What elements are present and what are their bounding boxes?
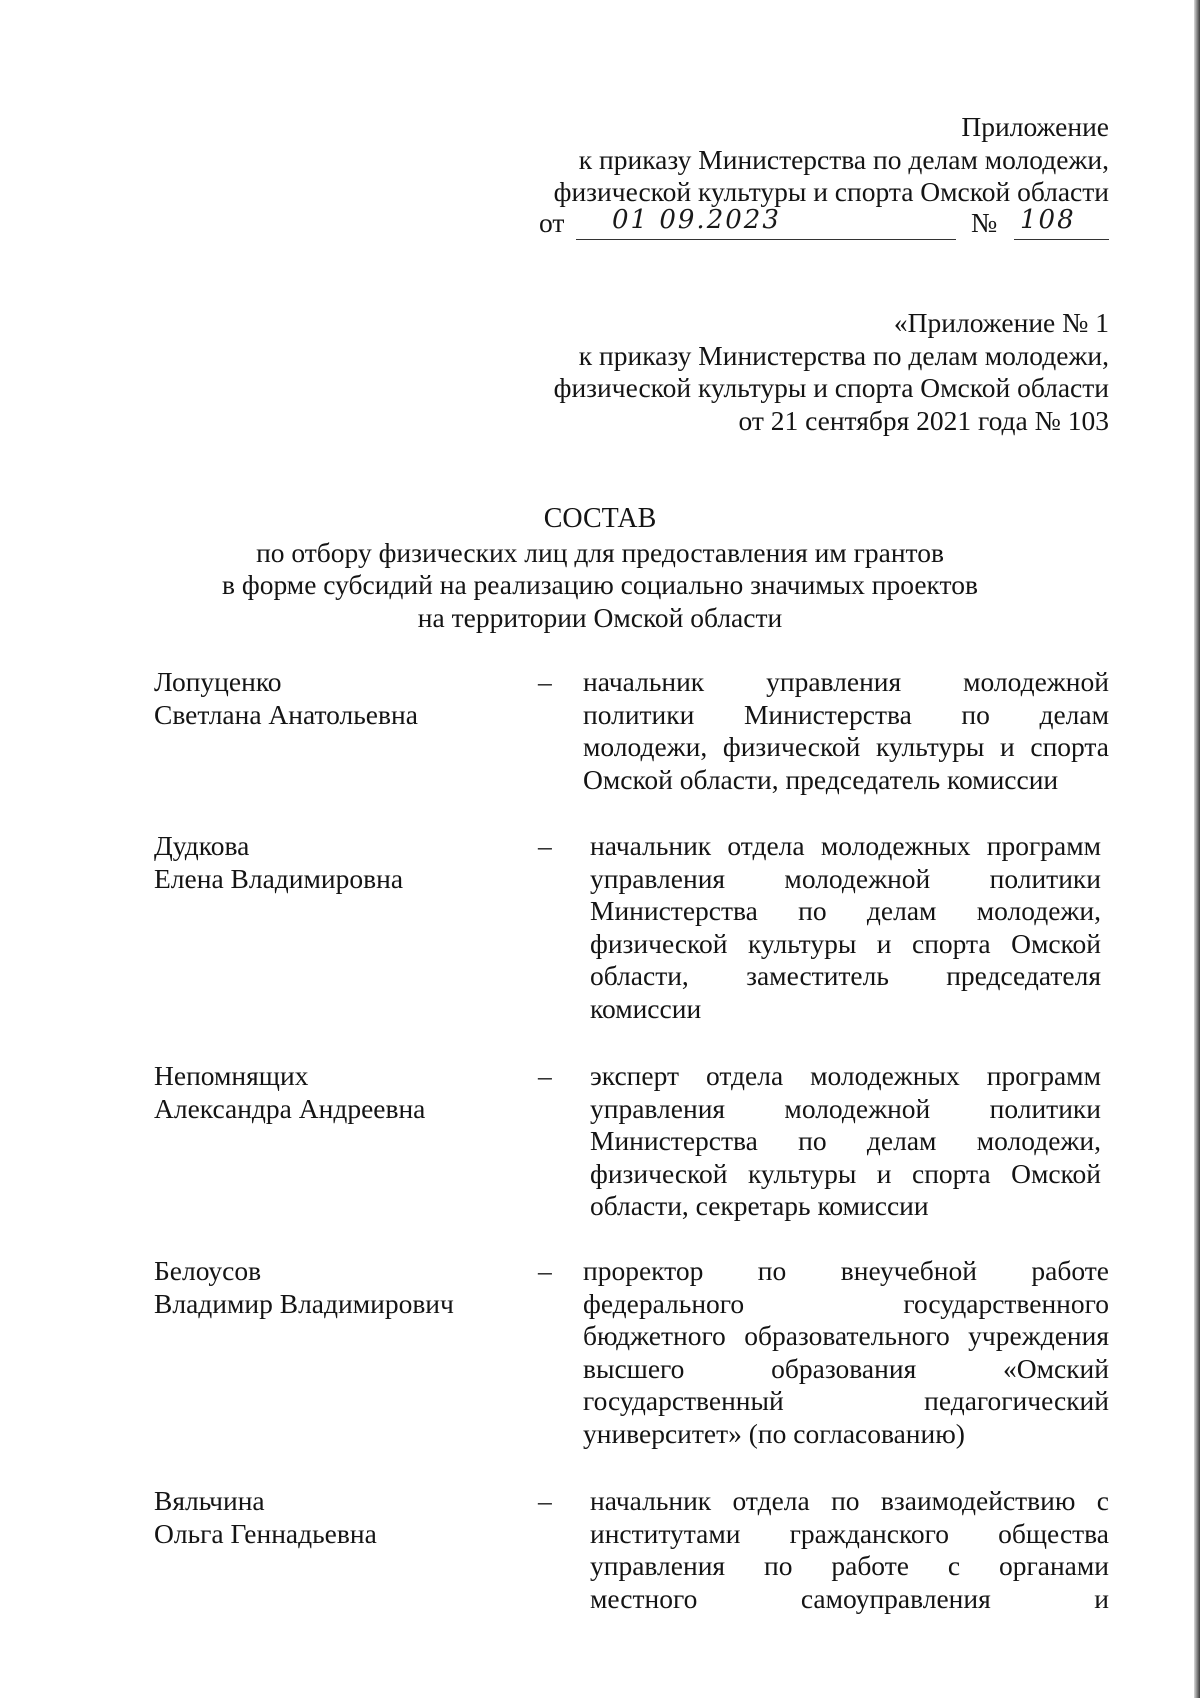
description-line: проректор по внеучебной работе (583, 1255, 1109, 1286)
description-line: физической культуры и спорта Омской (590, 1157, 1101, 1189)
dash-separator: – (538, 1255, 552, 1286)
handwritten-number: 108 (1020, 205, 1076, 235)
composition-title (0, 503, 1200, 634)
description-line: начальник отдела молодежных программ (590, 830, 1101, 861)
description-line: области, заместитель председателя (590, 960, 1101, 991)
member-name (154, 666, 534, 731)
description-line: управления по работе с органами (590, 1550, 1109, 1581)
date-field (576, 205, 956, 240)
member-description (583, 1255, 1109, 1450)
description-line: федерального государственного (583, 1287, 1109, 1319)
dash-separator: – (538, 666, 552, 697)
dash-separator: – (538, 1060, 552, 1091)
description-line: институтами гражданского общества (590, 1517, 1109, 1549)
member-surname: Дудкова (154, 830, 250, 861)
description-line: Омской области, председатель комиссии (583, 763, 1059, 795)
member-given-names: Ольга Геннадьевна (154, 1517, 377, 1549)
original-appendix-line: физической культуры и спорта Омской области (553, 372, 1109, 403)
description-line: управления молодежной политики (590, 862, 1101, 894)
date-prefix: от (539, 207, 565, 238)
member-given-names: Елена Владимировна (154, 862, 404, 894)
member-description (583, 666, 1109, 796)
member-entry (154, 830, 1109, 1030)
composition-subtitle-line: на территории Омской области (417, 601, 783, 633)
original-appendix-line: к приказу Министерства по делам молодежи, (578, 339, 1109, 371)
composition-heading: СОСТАВ (543, 503, 657, 534)
member-surname: Вяльчина (154, 1485, 265, 1516)
description-line: государственный педагогический (583, 1385, 1109, 1416)
member-given-names: Владимир Владимирович (154, 1287, 454, 1319)
member-entry (154, 666, 1109, 806)
composition-subtitle-line: по отбору физических лиц для предоставления им грантов (256, 536, 944, 568)
description-line: комиссии (590, 992, 702, 1024)
order-date-number-line (539, 205, 1109, 241)
description-line: физической культуры и спорта Омской (590, 927, 1101, 959)
order-appendix-title: Приложение (961, 111, 1109, 142)
description-line: бюджетного образовательного учреждения (583, 1320, 1109, 1351)
member-description (590, 1485, 1109, 1615)
member-name (154, 1485, 534, 1550)
number-field (1014, 205, 1109, 240)
dash-separator: – (538, 830, 552, 861)
description-line: местного самоуправления и (590, 1582, 1109, 1614)
description-line: университет» (по согласованию) (583, 1417, 965, 1449)
description-line: начальник управления молодежной (583, 666, 1109, 697)
description-line: эксперт отдела молодежных программ (590, 1060, 1101, 1091)
description-line: управления молодежной политики (590, 1092, 1101, 1124)
order-appendix-header (554, 111, 1109, 209)
member-given-names: Светлана Анатольевна (154, 698, 418, 730)
description-line: высшего образования «Омский (583, 1352, 1109, 1384)
member-entry (154, 1255, 1109, 1455)
member-name (154, 830, 534, 895)
composition-subtitle-line: в форме субсидий на реализацию социально значимых проектов (222, 569, 978, 600)
member-entry (154, 1485, 1109, 1625)
dash-separator: – (538, 1485, 552, 1516)
order-appendix-line: к приказу Министерства по делам молодежи, (578, 143, 1109, 175)
member-name (154, 1060, 534, 1125)
member-name (154, 1255, 534, 1320)
page-edge-shadow (1194, 0, 1200, 1698)
number-sign: № (971, 207, 998, 238)
member-description (590, 830, 1101, 1025)
original-appendix-header (554, 307, 1109, 437)
member-surname: Белоусов (154, 1255, 262, 1286)
member-surname: Непомнящих (154, 1060, 309, 1091)
description-line: начальник отдела по взаимодействию с (590, 1485, 1109, 1516)
description-line: Министерства по делам молодежи, (590, 895, 1101, 926)
description-line: молодежи, физической культуры и спорта (583, 731, 1109, 762)
member-description (590, 1060, 1101, 1223)
original-appendix-line: «Приложение № 1 (893, 307, 1109, 338)
handwritten-date: 01 09.2023 (612, 205, 781, 235)
original-appendix-line: от 21 сентября 2021 года № 103 (738, 404, 1109, 436)
member-given-names: Александра Андреевна (154, 1092, 426, 1124)
description-line: области, секретарь комиссии (590, 1190, 929, 1221)
order-appendix-line: физической культуры и спорта Омской области (553, 176, 1109, 207)
description-line: политики Министерства по делам (583, 698, 1109, 730)
member-entry (154, 1060, 1109, 1230)
description-line: Министерства по делам молодежи, (590, 1125, 1101, 1156)
member-surname: Лопуценко (154, 666, 282, 697)
